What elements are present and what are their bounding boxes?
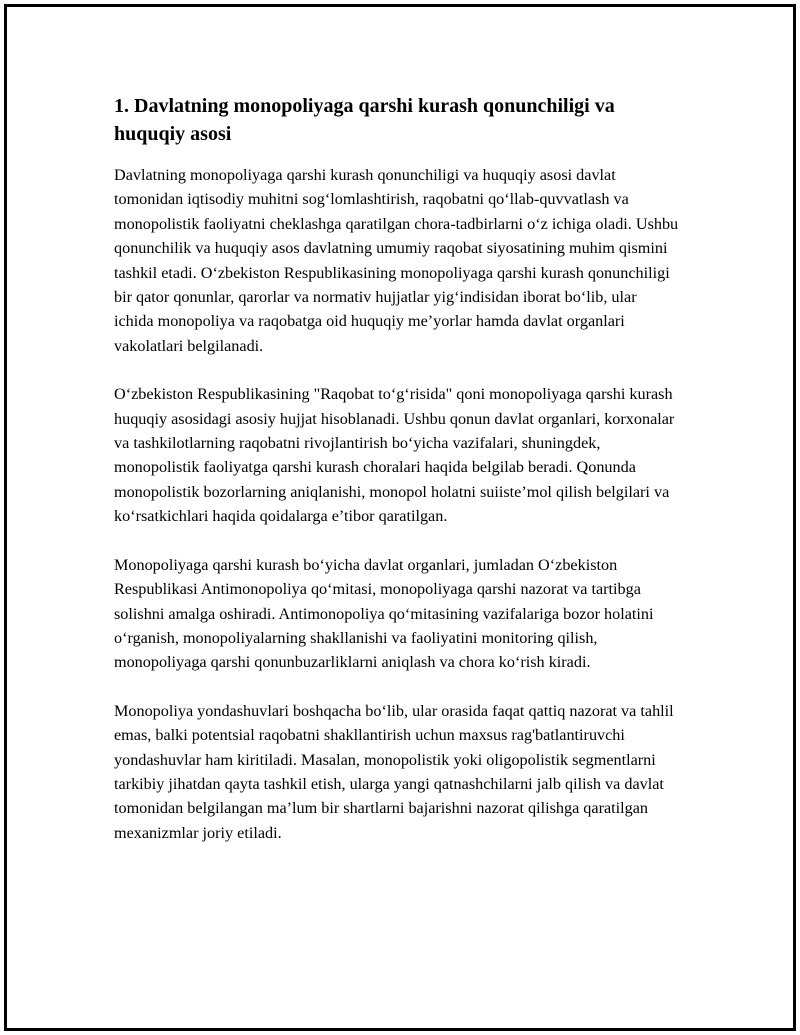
paragraph-1: Davlatning monopoliyaga qarshi kurash qonunchiligi va huquqiy asosi davlat tomonidan iqtisodiy muhitni sog‘lomlashtirish, raqobatni qo‘llab-quvvatlash va monopolistik faoliyatni cheklashga qaratilgan chora-tadbirlarni o‘z ichiga oladi. Ushbu qonunchilik va huquqiy asos davlatning umumiy raqobat siyosatining muhim qismini tashkil etadi. O‘zbekiston Respublikasining monopoliyaga qarshi kurash qonunchiligi bir qator qonunlar, qarorlar va normativ hujjatlar yig‘indisidan iborat bo‘lib, ular ichida monopoliya va raqobatga oid huquqiy me’yorlar hamda davlat organlari vakolatlari belgilanadi. bbox=[114, 166, 679, 355]
paragraph-3: Monopoliyaga qarshi kurash bo‘yicha davlat organlari, jumladan O‘zbekiston Respublikasi Antimonopoliya qo‘mitasi, monopoliyaga qarshi nazorat va tartibga solishni amalga oshiradi. Antimonopoliya qo‘mitasining vazifalariga bozor holatini o‘rganish, monopoliyalarning shakllanishi va faoliyatini monitoring qilish, monopoliyaga qarshi qonunbuzarliklarni aniqlash va chora ko‘rish kiradi. bbox=[114, 555, 654, 672]
paragraph-2: O‘zbekiston Respublikasining "Raqobat to‘g‘risida" qoni monopoliyaga qarshi kurash huquqiy asosidagi asosiy hujjat hisoblanadi. Ushbu qonun davlat organlari, korxonalar va tashkilotlarning raqobatni rivojlantirish bo‘yicha vazifalari, shuningdek, monopolistik faoliyatga qarshi kurash choralari haqida belgilab beradi. Qonunda monopolistik bozorlarning aniqlanishi, monopol holatni suiiste’mol qilish belgilari va ko‘rsatkichlari haqida qoidalarga e’tibor qaratilgan. bbox=[114, 385, 675, 526]
paragraph-4: Monopoliya yondashuvlari boshqacha bo‘lib, ular orasida faqat qattiq nazorat va tahlil emas, balki potentsial raqobatni shakllantirish uchun maxsus rag'batlantiruvchi yondashuvlar ham kiritiladi. Masalan, monopolistik yoki oligopolistik segmentlarni tarkibiy jihatdan qayta tashkil etish, ularga yangi qatnashchilarni jalb qilish va davlat tomonidan belgilangan ma’lum bir shartlarni bajarishni nazorat qilishga qaratilgan mexanizmlar joriy etiladi. bbox=[114, 701, 674, 842]
section-title: 1. Davlatning monopoliyaga qarshi kurash qonunchiligi va huquqiy asosi bbox=[114, 95, 615, 145]
document-body bbox=[114, 92, 680, 845]
